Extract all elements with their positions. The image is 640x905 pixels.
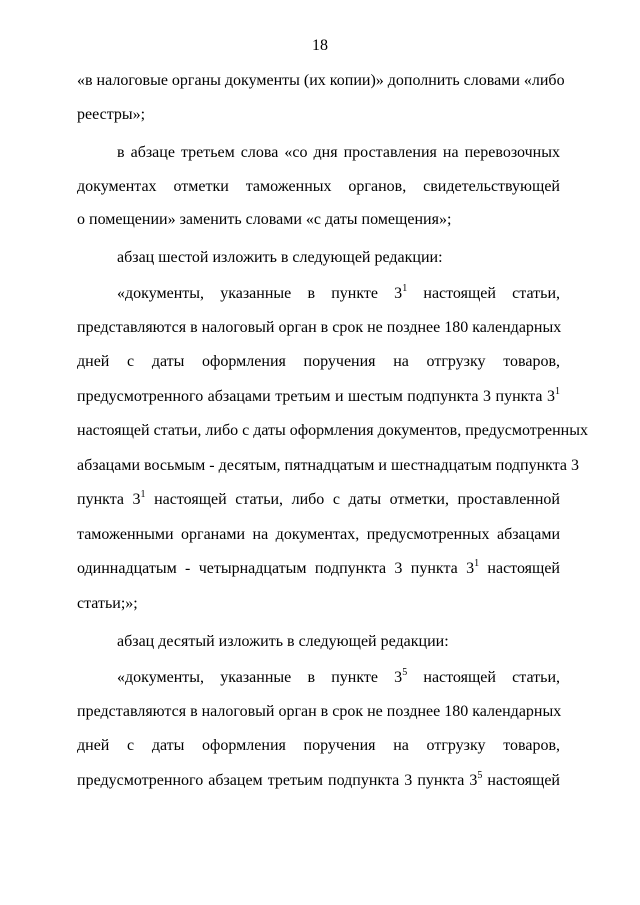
- text-line: [77, 70, 565, 92]
- line-text: «документы, указанные в пункте 3: [117, 669, 403, 686]
- line-text: о помещении» заменить словами «с даты помещения»;: [77, 211, 452, 228]
- line-text-continuation: настоящей статьи, либо с даты отметки, проставленной: [145, 491, 560, 508]
- text-line: [77, 558, 560, 580]
- line-text: настоящей статьи, либо с даты оформления документов, предусмотренных: [77, 422, 588, 439]
- text-line: [117, 142, 560, 164]
- page-number: 18: [312, 37, 328, 54]
- line-text-continuation: настоящей статьи,: [407, 669, 561, 686]
- line-text: абзацами восьмым - десятым, пятнадцатым и шестнадцатым подпункта 3: [77, 457, 580, 474]
- superscript-index: 1: [555, 386, 560, 397]
- line-text-continuation: настоящей: [482, 772, 560, 789]
- text-line: [117, 631, 560, 653]
- line-text: документах отметки таможенных органов, свидетельствующей: [77, 178, 560, 195]
- text-line: [77, 351, 560, 373]
- line-text: таможенными органами на документах, предусмотренных абзацами: [77, 526, 560, 543]
- text-line: [77, 735, 560, 757]
- line-text: одиннадцатым - четырнадцатым подпункта 3 пункта 3: [77, 560, 475, 577]
- line-text: «в налоговые органы документы (их копии)» дополнить словами «либо: [77, 72, 565, 89]
- text-line: [77, 209, 560, 231]
- superscript-index: 1: [402, 283, 408, 294]
- line-text: в абзаце третьем слова «со дня проставления на перевозочных: [117, 144, 560, 161]
- line-text: предусмотренного абзацами третьим и шестым подпункта 3 пункта 3: [77, 388, 555, 405]
- line-text: пункта 3: [77, 491, 141, 508]
- text-line: [77, 770, 560, 792]
- text-line: [117, 283, 560, 305]
- superscript-index: 5: [402, 667, 408, 678]
- text-line: [77, 104, 560, 126]
- line-text: представляются в налоговый орган в срок не позднее 180 календарных: [77, 319, 562, 336]
- text-line: [77, 701, 560, 723]
- text-line: [77, 524, 560, 546]
- superscript-index: 5: [477, 770, 483, 781]
- line-text: абзац шестой изложить в следующей редакции:: [117, 249, 443, 266]
- line-text: статьи;»;: [77, 595, 138, 612]
- text-line: [77, 317, 560, 339]
- line-text-continuation: настоящей: [479, 560, 560, 577]
- text-line: [117, 667, 560, 689]
- line-text-continuation: настоящей статьи,: [407, 285, 561, 302]
- superscript-index: 1: [140, 489, 146, 500]
- text-line: [77, 455, 580, 477]
- text-line: [77, 420, 588, 442]
- text-line: [77, 489, 560, 511]
- line-text: «документы, указанные в пункте 3: [117, 285, 403, 302]
- line-text: дней с даты оформления поручения на отгрузку товаров,: [77, 353, 560, 370]
- line-text: реестры»;: [77, 106, 146, 123]
- text-line: [77, 593, 560, 615]
- text-line: [77, 176, 560, 198]
- text-line: [77, 386, 560, 408]
- line-text: дней с даты оформления поручения на отгрузку товаров,: [77, 737, 560, 754]
- line-text: абзац десятый изложить в следующей редакции:: [117, 633, 449, 650]
- text-line: [117, 247, 560, 269]
- line-text: предусмотренного абзацем третьим подпункта 3 пункта 3: [77, 772, 478, 789]
- line-text: представляются в налоговый орган в срок не позднее 180 календарных: [77, 703, 562, 720]
- superscript-index: 1: [474, 558, 480, 569]
